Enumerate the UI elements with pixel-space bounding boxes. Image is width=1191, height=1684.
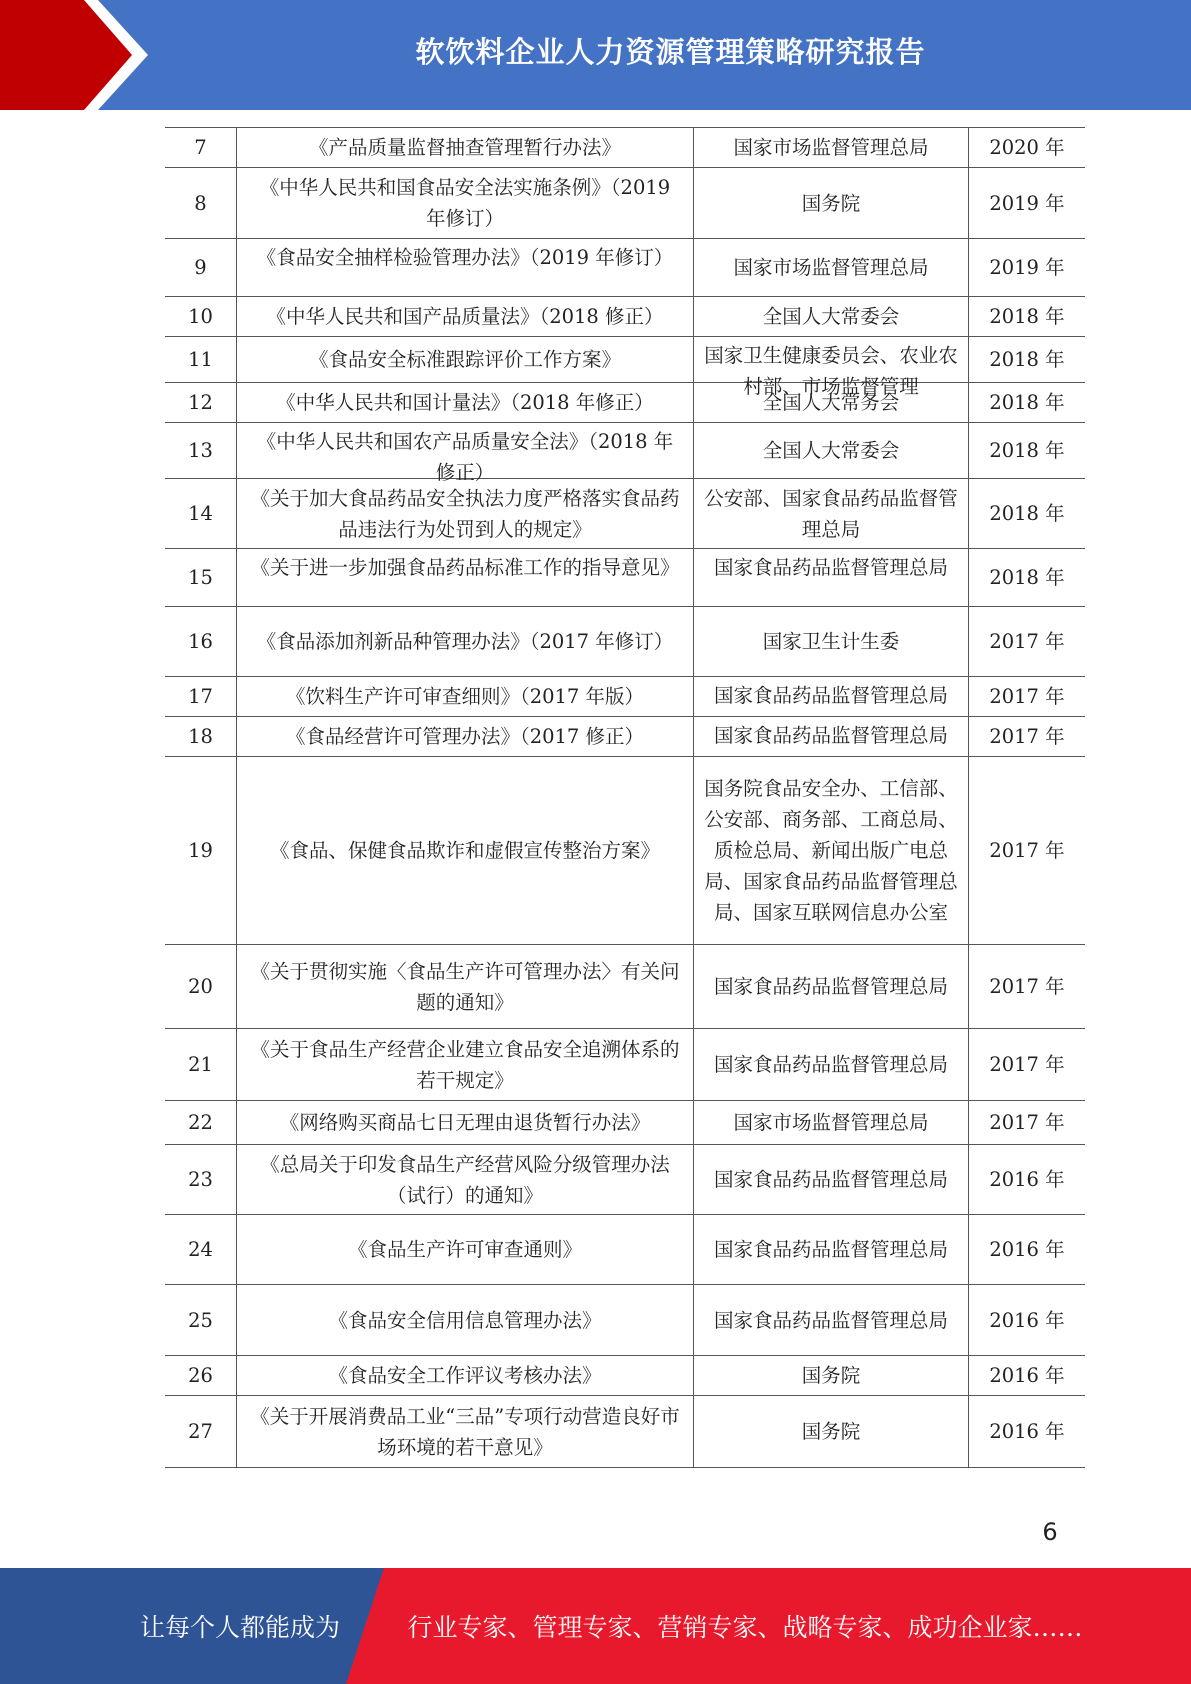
issuing-department [694,677,969,717]
issuing-department: 全国人大常委会 [694,423,969,479]
regulation-name: 《食品经营许可管理办法》（2017 修正） [237,717,694,757]
issue-year: 2017 年 [969,607,1086,677]
issue-year: 2020 年 [969,128,1086,168]
regulation-name [237,549,694,607]
table-row [165,1101,1085,1145]
issuing-department-text: 国家食品药品监督管理总局 [713,723,948,747]
table-row [165,479,1085,549]
table-row [165,239,1085,297]
table-row [165,717,1085,757]
issuing-department-text: 国家食品药品监督管理总局 [713,555,948,579]
table-row [165,607,1085,677]
page-footer [0,1568,1191,1684]
row-number: 26 [165,1356,237,1396]
regulation-name: 《食品添加剂新品种管理办法》（2017 年修订） [237,607,694,677]
regulation-name: 《中华人民共和国食品安全法实施条例》（2019 年修订） [237,168,694,239]
row-number: 22 [165,1101,237,1145]
issuing-department: 国家食品药品监督管理总局 [694,1145,969,1215]
row-number: 7 [165,128,237,168]
table-row [165,297,1085,337]
regulation-name: 《食品安全标准跟踪评价工作方案》 [237,337,694,383]
table-row [165,337,1085,383]
issue-year: 2019 年 [969,239,1086,297]
issue-year: 2017 年 [969,677,1086,717]
regulation-name: 《食品安全信用信息管理办法》 [237,1285,694,1356]
regulation-name-text: 《中华人民共和国农产品质量安全法》（2018 年修正） [256,429,674,484]
table-row [165,757,1085,945]
table-row [165,423,1085,479]
issue-year: 2016 年 [969,1145,1086,1215]
document-title: 软饮料企业人力资源管理策略研究报告 [415,34,926,69]
regulation-name [237,239,694,297]
issue-year: 2016 年 [969,1356,1086,1396]
issuing-department [694,337,969,398]
issue-year: 2018 年 [969,423,1086,479]
row-number: 21 [165,1029,237,1101]
table-row [165,549,1085,607]
table-row [165,128,1085,168]
row-number: 13 [165,423,237,479]
row-number: 27 [165,1396,237,1468]
regulation-name: 《中华人民共和国计量法》（2018 年修正） [237,383,694,423]
regulation-name: 《饮料生产许可审查细则》（2017 年版） [237,677,694,717]
page-number: 6 [1042,1518,1058,1546]
row-number: 15 [165,549,237,607]
issuing-department: 国家食品药品监督管理总局 [694,1029,969,1101]
regulation-name: 《关于食品生产经营企业建立食品安全追溯体系的若干规定》 [237,1029,694,1101]
table-row [165,1356,1085,1396]
issue-year: 2018 年 [969,549,1086,607]
page-header [0,0,1191,110]
issuing-department: 国家食品药品监督管理总局 [694,1215,969,1285]
issuing-department-text: 国家卫生健康委员会、农业农村部、市场监督管理 [704,343,958,398]
row-number: 17 [165,677,237,717]
issue-year: 2019 年 [969,168,1086,239]
row-number: 8 [165,168,237,239]
issue-year: 2017 年 [969,717,1086,757]
table-row [165,1215,1085,1285]
row-number: 25 [165,1285,237,1356]
issue-year: 2017 年 [969,1101,1086,1145]
issue-year: 2018 年 [969,383,1086,423]
issue-year: 2017 年 [969,1029,1086,1101]
issue-year: 2018 年 [969,479,1086,549]
table-row [165,383,1085,423]
regulations-table-container [165,127,1065,1468]
regulation-name-text: 《关于进一步加强食品药品标准工作的指导意见》 [250,555,680,579]
row-number: 9 [165,239,237,297]
row-number: 20 [165,945,237,1029]
issue-year: 2017 年 [969,757,1086,945]
table-row [165,1285,1085,1356]
issuing-department: 公安部、国家食品药品监督管理总局 [694,479,969,549]
table-row [165,1029,1085,1101]
issuing-department: 国家食品药品监督管理总局 [694,1285,969,1356]
row-number: 19 [165,757,237,945]
issuing-department [694,549,969,607]
regulation-name: 《网络购买商品七日无理由退货暂行办法》 [237,1101,694,1145]
regulation-name-text: 《食品安全抽样检验管理办法》（2019 年修订） [256,245,674,269]
table-row [165,945,1085,1029]
table-row [165,677,1085,717]
regulation-name: 《产品质量监督抽查管理暂行办法》 [237,128,694,168]
regulation-name: 《总局关于印发食品生产经营风险分级管理办法（试行）的通知》 [237,1145,694,1215]
row-number: 12 [165,383,237,423]
issue-year: 2016 年 [969,1215,1086,1285]
issuing-department: 国务院 [694,1356,969,1396]
issuing-department: 国家食品药品监督管理总局 [694,945,969,1029]
issuing-department: 全国人大常务会 [694,383,969,423]
issuing-department: 国务院 [694,1396,969,1468]
regulation-name: 《中华人民共和国产品质量法》（2018 修正） [237,297,694,337]
row-number: 18 [165,717,237,757]
regulation-name: 《食品、保健食品欺诈和虚假宣传整治方案》 [237,757,694,945]
issuing-department: 国家市场监督管理总局 [694,239,969,297]
issue-year: 2016 年 [969,1396,1086,1468]
regulation-name: 《关于加大食品药品安全执法力度严格落实食品药品违法行为处罚到人的规定》 [237,479,694,549]
footer-slogan-left: 让每个人都能成为 [139,1613,340,1642]
issue-year: 2018 年 [969,337,1086,383]
regulation-name: 《关于贯彻实施〈食品生产许可管理办法〉有关问题的通知》 [237,945,694,1029]
issuing-department: 国家市场监督管理总局 [694,1101,969,1145]
issue-year: 2017 年 [969,945,1086,1029]
issuing-department-text: 国家食品药品监督管理总局 [713,683,948,707]
issuing-department: 国家市场监督管理总局 [694,128,969,168]
table-row [165,1396,1085,1468]
row-number: 10 [165,297,237,337]
issue-year: 2018 年 [969,297,1086,337]
issue-year: 2016 年 [969,1285,1086,1356]
regulations-table [165,127,1085,1468]
regulation-name: 《食品安全工作评议考核办法》 [237,1356,694,1396]
table-row [165,1145,1085,1215]
row-number: 11 [165,337,237,383]
issuing-department [694,717,969,757]
row-number: 24 [165,1215,237,1285]
row-number: 14 [165,479,237,549]
regulation-name: 《食品生产许可审查通则》 [237,1215,694,1285]
table-body [165,128,1085,1468]
issuing-department: 国务院 [694,168,969,239]
footer-slogan-right: 行业专家、管理专家、营销专家、战略专家、成功企业家…… [407,1613,1083,1642]
table-row [165,168,1085,239]
issuing-department: 全国人大常委会 [694,297,969,337]
row-number: 23 [165,1145,237,1215]
regulation-name [237,423,694,484]
regulation-name: 《关于开展消费品工业“三品”专项行动营造良好市场环境的若干意见》 [237,1396,694,1468]
row-number: 16 [165,607,237,677]
issuing-department: 国务院食品安全办、工信部、公安部、商务部、工商总局、质检总局、新闻出版广电总局、国家食品药品监督管理总局、国家互联网信息办公室 [694,757,969,945]
issuing-department: 国家卫生计生委 [694,607,969,677]
